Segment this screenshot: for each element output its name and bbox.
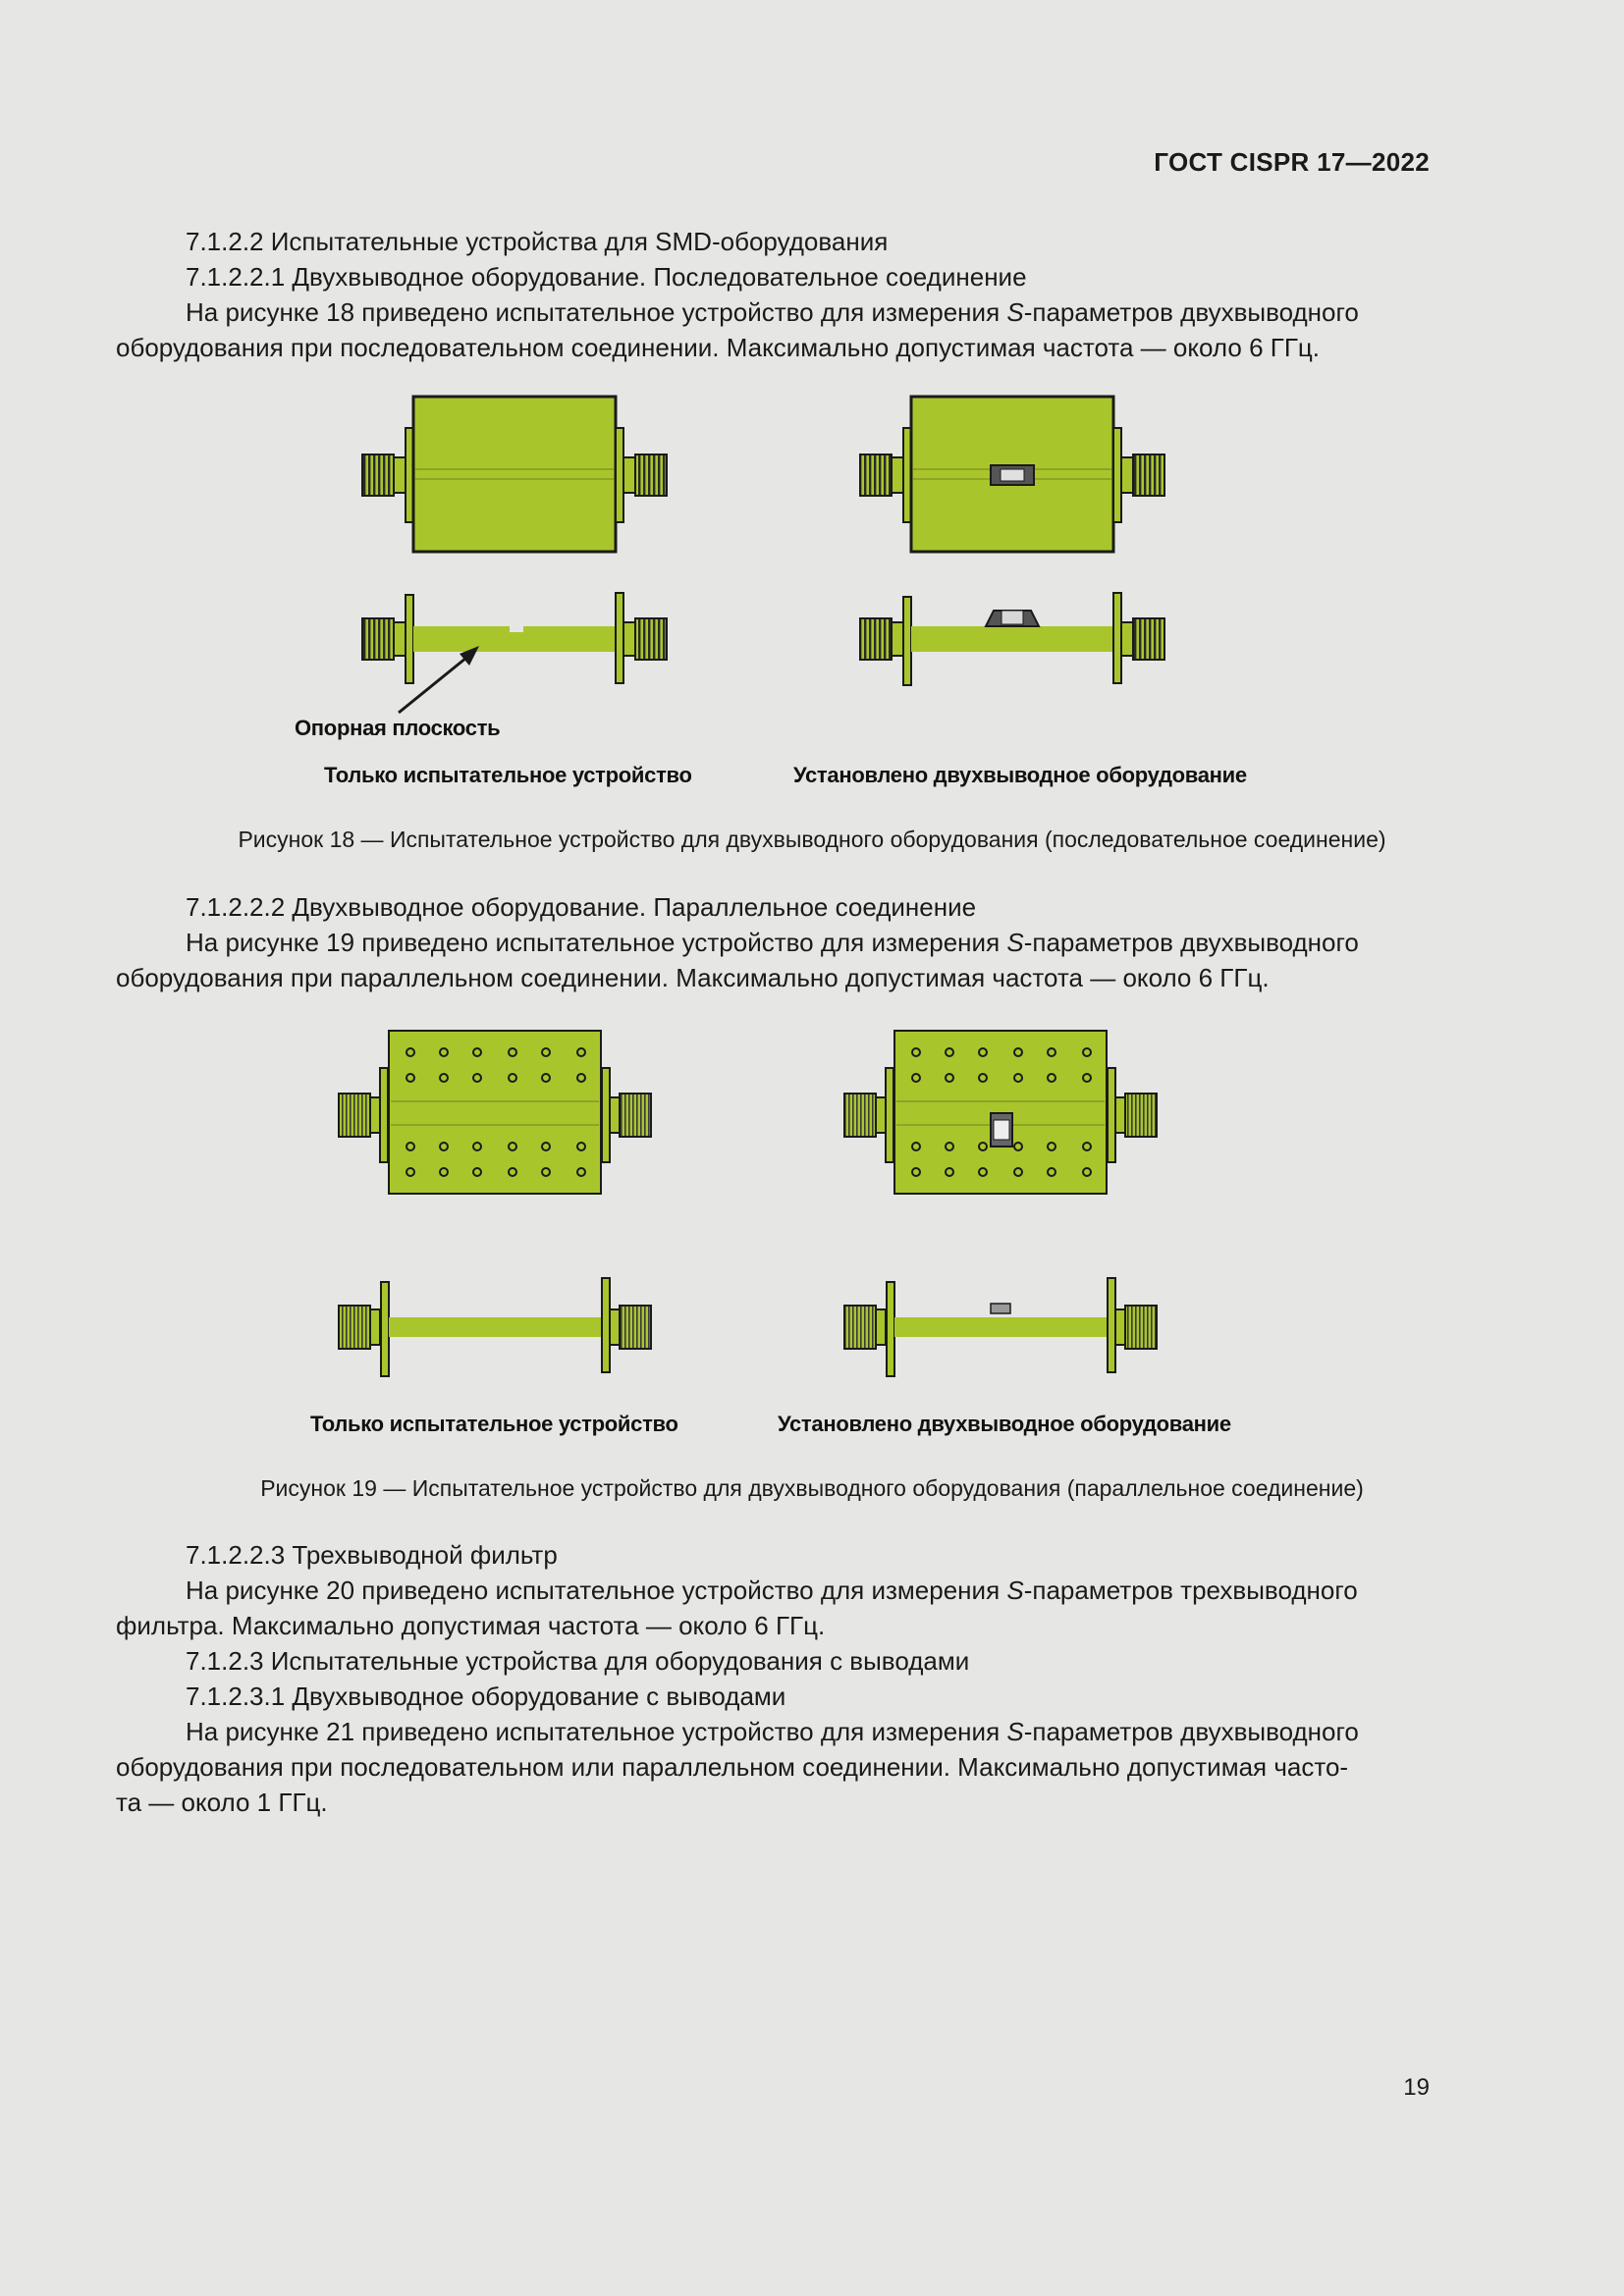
fig18-right-label: Установлено двухвыводное оборудование — [793, 763, 1247, 787]
s-symbol: S — [1006, 297, 1024, 327]
figure-18-caption: Рисунок 18 — Испытательное устройство для двухвыводного оборудования (последовательное соединение) — [238, 827, 1386, 852]
section-7-1-2-2-2 — [116, 889, 1430, 995]
figure-19-caption: Рисунок 19 — Испытательное устройство для двухвыводного оборудования (параллельное соединение) — [260, 1475, 1364, 1501]
heading-7-1-2-2: 7.1.2.2 Испытательные устройства для SMD-оборудования — [186, 227, 889, 256]
fig18-bottom-right-fixture — [860, 593, 1164, 685]
paragraph-line: та — около 1 ГГц. — [116, 1788, 328, 1817]
paragraph-line: оборудования при последовательном или параллельном соединении. Максимально допустимая часто- — [116, 1752, 1349, 1782]
fig19-left-label: Только испытательное устройство — [310, 1412, 678, 1436]
fig19-bottom-left-fixture — [339, 1278, 651, 1376]
reference-plane-label: Опорная плоскость — [295, 716, 501, 740]
fig18-left-label: Только испытательное устройство — [324, 763, 692, 787]
paragraph-line: На рисунке 18 приведено испытательное устройство для измерения S-параметров двухвыводного — [186, 297, 1359, 327]
fig19-top-right-fixture — [844, 1031, 1157, 1194]
paragraph-line: На рисунке 19 приведено испытательное устройство для измерения S-параметров двухвыводного — [186, 928, 1359, 957]
paragraph-line: оборудования при последовательном соединении. Максимально допустимая частота — около 6 ГГц. — [116, 333, 1321, 362]
fig19-bottom-right-fixture — [844, 1278, 1157, 1376]
fig18-top-right-fixture — [860, 397, 1164, 552]
heading-7-1-2-3: 7.1.2.3 Испытательные устройства для оборудования с выводами — [186, 1646, 970, 1676]
s-symbol: S — [1006, 1575, 1024, 1605]
fig18-top-left-fixture — [362, 397, 667, 552]
fig19-right-label: Установлено двухвыводное оборудование — [778, 1412, 1231, 1436]
fig19-top-left-fixture — [339, 1031, 651, 1194]
paragraph-line: фильтра. Максимально допустимая частота — около 6 ГГц. — [116, 1611, 826, 1640]
paragraph-line: На рисунке 20 приведено испытательное устройство для измерения S-параметров трехвыводного — [186, 1575, 1358, 1605]
heading-7-1-2-3-1: 7.1.2.3.1 Двухвыводное оборудование с выводами — [186, 1682, 786, 1711]
page-number: 19 — [1403, 2074, 1430, 2101]
heading-7-1-2-2-3: 7.1.2.2.3 Трехвыводной фильтр — [186, 1540, 558, 1570]
heading-7-1-2-2-2: 7.1.2.2.2 Двухвыводное оборудование. Параллельное соединение — [186, 892, 977, 922]
fig18-bottom-left-fixture — [362, 593, 667, 683]
paragraph-line: На рисунке 21 приведено испытательное устройство для измерения S-параметров двухвыводного — [186, 1717, 1359, 1746]
s-symbol: S — [1006, 928, 1024, 957]
s-symbol: S — [1006, 1717, 1024, 1746]
document-id: ГОСТ CISPR 17—2022 — [1154, 147, 1430, 177]
section-7-1-2-2-3 — [116, 1537, 1430, 1820]
paragraph-line: оборудования при параллельном соединении. Максимально допустимая частота — около 6 ГГц. — [116, 963, 1270, 992]
heading-7-1-2-2-1: 7.1.2.2.1 Двухвыводное оборудование. Последовательное соединение — [186, 262, 1027, 292]
